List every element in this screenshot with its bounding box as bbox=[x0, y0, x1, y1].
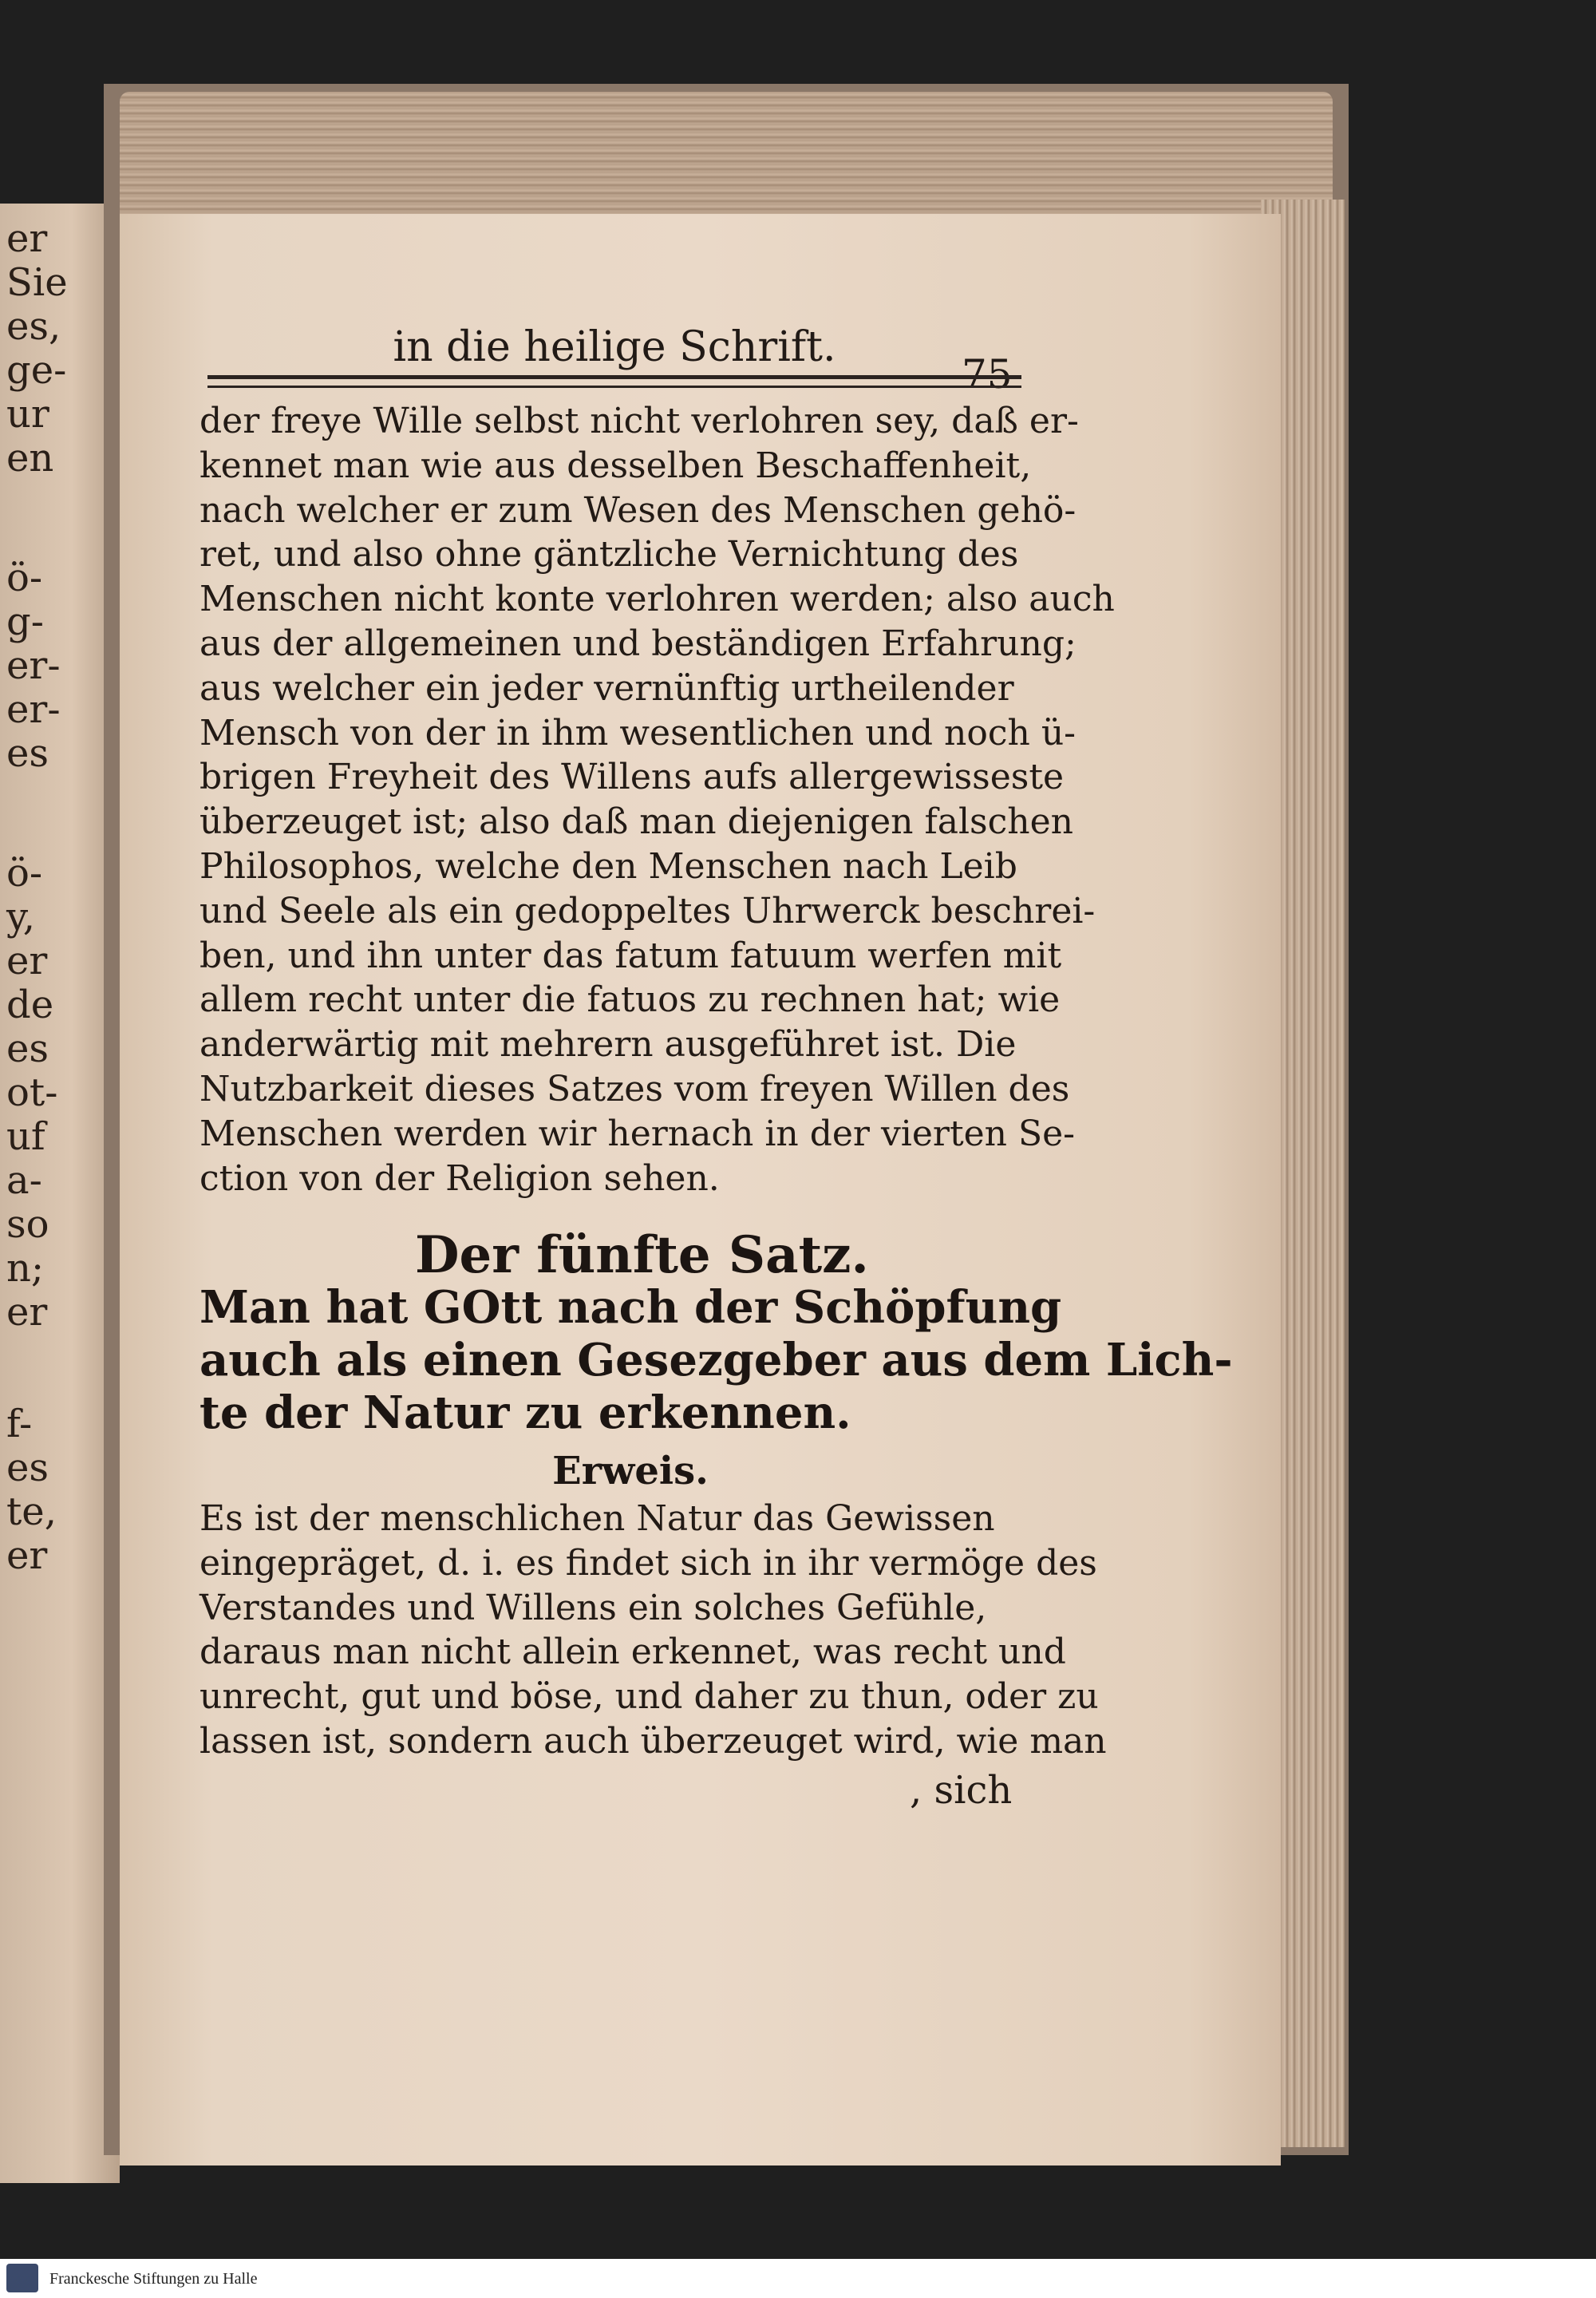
thesis-line: Man hat GOtt nach der Schöpfung bbox=[200, 1281, 1062, 1334]
facing-page-fragment: ur bbox=[6, 392, 49, 437]
text-line: Menschen werden wir hernach in der vierten Se- bbox=[200, 1113, 1076, 1154]
facing-page-fragment: es bbox=[6, 1446, 49, 1490]
facing-page-fragment: f- bbox=[6, 1402, 33, 1446]
facing-page-fragment: es, bbox=[6, 304, 61, 349]
thesis-line: te der Natur zu erkennen. bbox=[200, 1386, 851, 1439]
institution-logo-icon bbox=[6, 2264, 38, 2292]
text-line: anderwärtig mit mehrern ausgeführet ist. Die bbox=[200, 1024, 1017, 1066]
text-line: unrecht, gut und böse, und daher zu thun, oder zu bbox=[200, 1676, 1099, 1718]
header-rule bbox=[207, 375, 1021, 388]
text-line: und Seele als ein gedoppeltes Uhrwerck beschrei- bbox=[200, 890, 1096, 931]
facing-page-fragment: er- bbox=[6, 643, 61, 688]
facing-page-fragment: er- bbox=[6, 687, 61, 732]
text-line: ction von der Religion sehen. bbox=[200, 1157, 720, 1199]
facing-page-fragment: de bbox=[6, 983, 54, 1027]
thesis-statement bbox=[200, 1281, 1233, 1439]
text-line: der freye Wille selbst nicht verlohren sey, daß er- bbox=[200, 401, 1079, 441]
text-line: daraus man nicht allein erkennet, was recht und bbox=[200, 1632, 1066, 1673]
section-title: Der fünfte Satz. bbox=[415, 1225, 869, 1285]
facing-page-fragment: te, bbox=[6, 1489, 57, 1534]
facing-page-fragment: es bbox=[6, 731, 49, 776]
facing-page-fragment: ot- bbox=[6, 1070, 58, 1115]
paragraph-1 bbox=[200, 399, 1115, 1200]
facing-page-fragment: en bbox=[6, 436, 54, 481]
facing-page-edge bbox=[0, 204, 120, 2183]
facing-page-fragment: g- bbox=[6, 599, 44, 644]
facing-page-fragment: er bbox=[6, 1290, 48, 1335]
facing-page-fragment: er bbox=[6, 939, 48, 983]
facing-page-fragment: uf bbox=[6, 1114, 45, 1159]
text-line: überzeuget ist; also daß man diejenigen falschen bbox=[200, 801, 1073, 843]
text-line: eingepräget, d. i. es findet sich in ihr vermöge des bbox=[200, 1542, 1097, 1584]
facing-page-fragment: ö- bbox=[6, 851, 43, 896]
footer-bar bbox=[0, 2259, 1596, 2298]
paragraph-2 bbox=[200, 1497, 1107, 1764]
text-line: Es ist der menschlichen Natur das Gewissen bbox=[200, 1498, 995, 1539]
facing-page-fragment: so bbox=[6, 1202, 49, 1247]
footer-credit: Franckesche Stiftungen zu Halle bbox=[49, 2270, 258, 2288]
text-line: Menschen nicht konte verlohren werden; also auch bbox=[200, 579, 1115, 620]
text-line: Nutzbarkeit dieses Satzes vom freyen Willen des bbox=[200, 1068, 1070, 1109]
facing-page-fragment: es bbox=[6, 1026, 49, 1071]
facing-page-fragment: y, bbox=[6, 895, 35, 939]
text-line: kennet man wie aus desselben Beschaffenheit, bbox=[200, 445, 1032, 486]
thesis-line: auch als einen Gesezgeber aus dem Lich- bbox=[200, 1334, 1233, 1386]
catchword: , sich bbox=[910, 1768, 1013, 1813]
text-line: aus welcher ein jeder vernünftig urtheilender bbox=[200, 667, 1014, 709]
proof-heading: Erweis. bbox=[552, 1449, 709, 1493]
facing-page-fragment: Sie bbox=[6, 260, 68, 305]
page-number: 75 bbox=[962, 351, 1013, 398]
top-page-edges bbox=[120, 92, 1333, 231]
facing-page-fragment: a- bbox=[6, 1158, 42, 1203]
text-line: ret, und also ohne gäntzliche Vernichtung des bbox=[200, 534, 1019, 575]
text-line: aus der allgemeinen und beständigen Erfahrung; bbox=[200, 623, 1077, 664]
text-line: Mensch von der in ihm wesentlichen und noch ü- bbox=[200, 712, 1077, 753]
text-line: allem recht unter die fatuos zu rechnen hat; wie bbox=[200, 979, 1061, 1021]
text-line: ben, und ihn unter das fatum fatuum werfen mit bbox=[200, 935, 1062, 976]
text-line: Philosophos, welche den Menschen nach Leib bbox=[200, 845, 1017, 887]
facing-page-fragment: n; bbox=[6, 1246, 45, 1291]
text-line: Verstandes und Willens ein solches Gefühle, bbox=[200, 1587, 987, 1628]
facing-page-fragment: er bbox=[6, 1533, 48, 1578]
text-line: brigen Freyheit des Willens aufs allergewisseste bbox=[200, 757, 1065, 798]
text-line: lassen ist, sondern auch überzeuget wird, wie man bbox=[200, 1720, 1107, 1762]
facing-page-fragment: er bbox=[6, 216, 48, 261]
text-line: nach welcher er zum Wesen des Menschen gehö- bbox=[200, 489, 1077, 531]
facing-page-fragment: ge- bbox=[6, 348, 67, 393]
running-head: in die heilige Schrift. bbox=[393, 323, 836, 371]
facing-page-fragment: ö- bbox=[6, 556, 43, 600]
